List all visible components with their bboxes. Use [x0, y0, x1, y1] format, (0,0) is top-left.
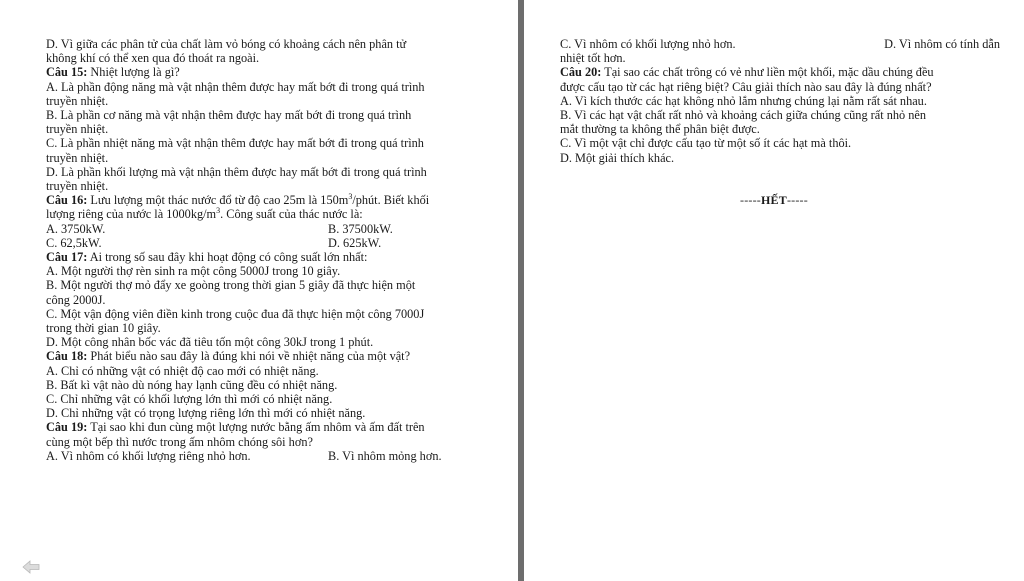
- end-dash-right: -----: [786, 193, 808, 207]
- q18-label: Câu 18:: [46, 349, 88, 364]
- q17-label: Câu 17:: [46, 250, 88, 265]
- q16-text-post: /phút. Biết khối: [352, 193, 430, 208]
- q16-option-a: A. 3750kW.: [46, 221, 106, 236]
- q16-options-row1: [46, 222, 494, 236]
- q16-sup: 3: [348, 192, 353, 202]
- right-column: [560, 37, 1000, 165]
- q16-line2-pre: lượng riêng của nước là 1000kg/m: [46, 207, 217, 222]
- q19-options-row2: [560, 37, 1000, 51]
- q15-option-b-line1: B. Là phần cơ năng mà vật nhận thêm được hay mất bớt đi trong quá trình: [46, 108, 412, 123]
- q18-option-b: B. Bất kì vật nào dù nóng hay lạnh cũng đều có nhiệt năng.: [46, 377, 338, 392]
- q15-option-a-line1: A. Là phần động năng mà vật nhận thêm được hay mất bớt đi trong quá trình: [46, 79, 425, 94]
- q19-text: Tại sao khi đun cùng một lượng nước bằng ấm nhôm và ấm đất trên: [87, 420, 425, 435]
- q19-option-a: A. Vì nhôm có khối lượng riêng nhỏ hơn.: [46, 448, 251, 463]
- q15-option-b-line2: truyền nhiệt.: [46, 122, 109, 137]
- q20-option-c: C. Vì một vật chỉ được cấu tạo từ một số ít các hạt mà thôi.: [560, 136, 852, 151]
- q16-text-pre: Lưu lượng một thác nước đổ từ độ cao 25m là 150m: [87, 193, 349, 208]
- q15-option-c-line1: C. Là phần nhiệt năng mà vật nhận thêm được hay mất bớt đi trong quá trình: [46, 136, 424, 151]
- q15-option-c-line2: truyền nhiệt.: [46, 150, 109, 165]
- q17-text: Ai trong số sau đây khi hoạt động có công suất lớn nhất:: [87, 250, 368, 265]
- q20-label: Câu 20:: [560, 65, 602, 80]
- q19-option-b: B. Vì nhôm mỏng hơn.: [328, 448, 442, 463]
- q19-option-d: D. Vì nhôm có tính dẫn: [884, 37, 1000, 51]
- q20-question-line1: [560, 65, 1000, 79]
- q20-option-d: D. Một giải thích khác.: [560, 150, 675, 165]
- q17-option-c-line1: C. Một vận động viên điền kinh trong cuộc đua đã thực hiện một công 7000J: [46, 306, 425, 321]
- q17-option-c-line2: trong thời gian 10 giây.: [46, 321, 161, 336]
- q16-option-b: B. 37500kW.: [328, 221, 393, 236]
- q16-option-c: C. 62,5kW.: [46, 235, 102, 250]
- q16-label: Câu 16:: [46, 193, 88, 208]
- q19-option-c: C. Vì nhôm có khối lượng nhỏ hơn.: [560, 37, 736, 51]
- q16-option-d: D. 625kW.: [328, 235, 382, 250]
- q18-option-c: C. Chỉ những vật có khối lượng lớn thì mới có nhiệt năng.: [46, 392, 333, 407]
- q20-question-line2: được cấu tạo từ các hạt riêng biệt? Câu giải thích nào sau đây là đúng nhất?: [560, 79, 932, 94]
- q20-option-b-line2: mắt thường ta không thể phân biệt được.: [560, 122, 760, 137]
- q19-question-line2: cùng một bếp thì nước trong ấm nhôm chóng sôi hơn?: [46, 434, 313, 449]
- q15-text: Nhiệt lượng là gì?: [87, 65, 180, 80]
- end-marker: [740, 193, 808, 208]
- left-column: [46, 37, 494, 463]
- q16-options-row2: [46, 236, 494, 250]
- q15-option-d-line2: truyền nhiệt.: [46, 179, 109, 194]
- q19-label: Câu 19:: [46, 420, 88, 435]
- q20-option-b-line1: B. Vì các hạt vật chất rất nhỏ và khoảng cách giữa chúng cũng rất nhỏ nên: [560, 108, 926, 123]
- q15-option-a-line2: truyền nhiệt.: [46, 93, 109, 108]
- q20-option-a: A. Vì kích thước các hạt không nhỏ lắm nhưng chúng lại nằm rất sát nhau.: [560, 93, 927, 108]
- back-arrow-icon[interactable]: [22, 560, 40, 574]
- q18-option-d: D. Chỉ những vật có trọng lượng riêng lớn thì mới có nhiệt năng.: [46, 406, 366, 421]
- q19-question-line1: [46, 420, 494, 434]
- end-word: HẾT: [760, 193, 787, 207]
- q15-question: [46, 65, 494, 79]
- q20-text: Tại sao các chất trông có vẻ như liền một khối, mặc dầu chúng đều: [601, 65, 934, 80]
- q19-options-row: [46, 449, 494, 463]
- q17-option-b-line1: B. Một người thợ mỏ đẩy xe goòng trong thời gian 5 giây đã thực hiện một: [46, 278, 416, 293]
- q17-option-b-line2: công 2000J.: [46, 292, 106, 307]
- end-dash-left: -----: [740, 193, 761, 207]
- q16-question-line1: [46, 193, 494, 207]
- q14-option-d-line2: không khí có thể xen qua đó thoát ra ngoài.: [46, 51, 260, 66]
- q19-option-d-line2: nhiệt tốt hơn.: [560, 51, 626, 66]
- q14-option-d-line1: D. Vì giữa các phân tử của chất làm vỏ bóng có khoảng cách nên phân tử: [46, 37, 407, 51]
- q17-option-d: D. Một công nhân bốc vác đã tiêu tốn một công 30kJ trong 1 phút.: [46, 335, 374, 350]
- q16-line2-sup: 3: [216, 206, 221, 216]
- q18-text: Phát biểu nào sau đây là đúng khi nói về nhiệt năng của một vật?: [87, 349, 411, 364]
- q18-option-a: A. Chỉ có những vật có nhiệt độ cao mới có nhiệt năng.: [46, 363, 319, 378]
- q16-question-line2: [46, 207, 494, 221]
- q15-label: Câu 15:: [46, 65, 88, 80]
- q15-option-d-line1: D. Là phần khối lượng mà vật nhận thêm được hay mất bớt đi trong quá trình: [46, 164, 427, 179]
- q16-line2-post: . Công suất của thác nước là:: [220, 207, 363, 222]
- q17-question: [46, 250, 494, 264]
- q17-option-a: A. Một người thợ rèn sinh ra một công 5000J trong 10 giây.: [46, 264, 341, 279]
- q18-question: [46, 349, 494, 363]
